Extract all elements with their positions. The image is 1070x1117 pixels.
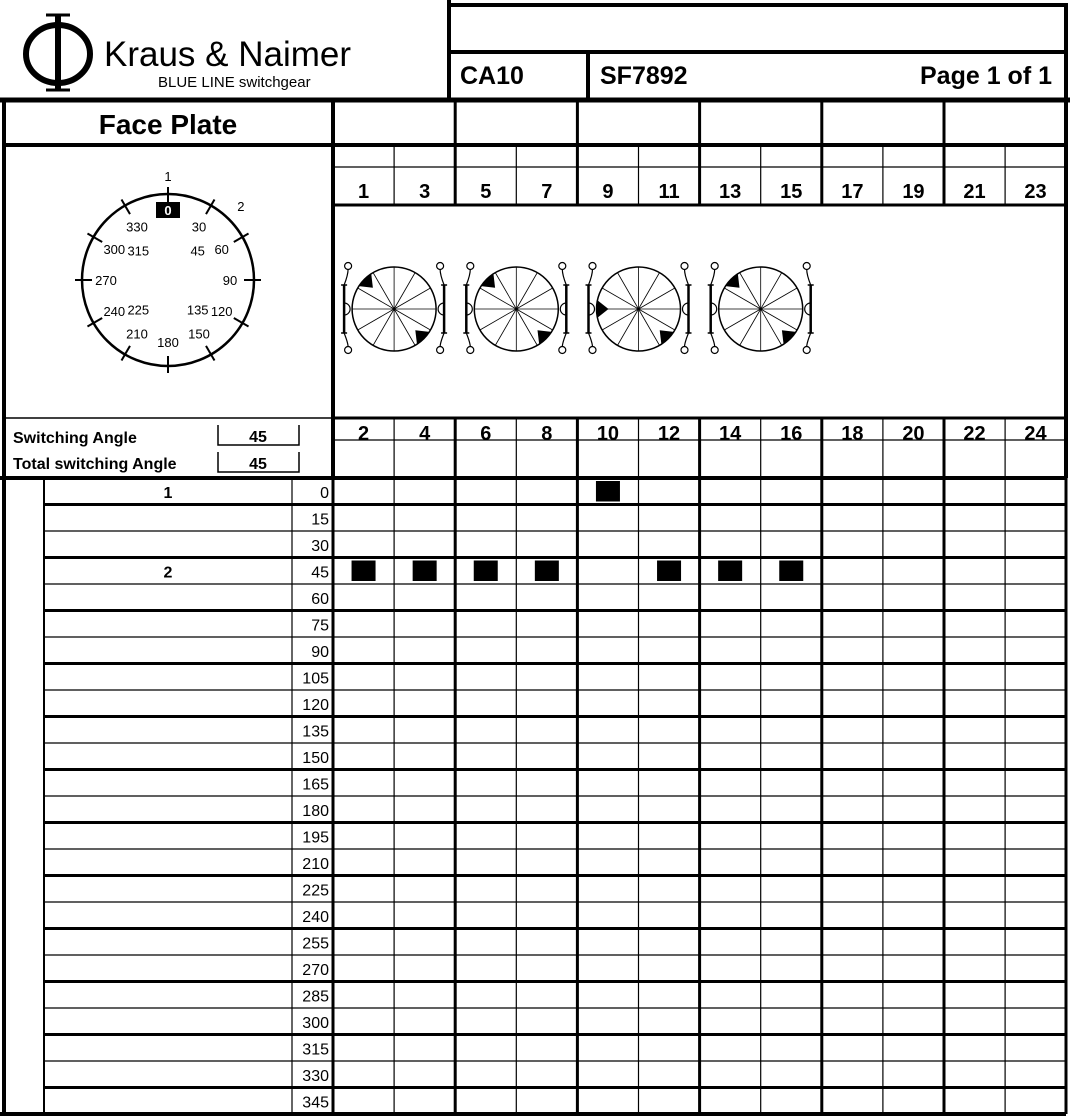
row-angle: 225: [302, 882, 329, 900]
row-angle: 315: [302, 1041, 329, 1059]
closed-contact-mark: [413, 561, 437, 582]
closed-contact-mark: [718, 561, 742, 582]
dial-label: 210: [126, 326, 148, 342]
terminal-point: [345, 263, 352, 270]
phi-logo-icon: [26, 15, 90, 90]
dial-label-inner: 225: [127, 302, 150, 318]
terminal-wire: [344, 269, 348, 285]
series-code: CA10: [460, 62, 524, 90]
terminal-label-bottom: 22: [963, 423, 986, 445]
terminal-point: [681, 347, 688, 354]
terminal-label-bottom: 14: [719, 423, 742, 445]
dial-label: 60: [214, 242, 229, 257]
closed-contact-mark: [779, 561, 803, 582]
terminal-point: [803, 347, 810, 354]
terminal-label-top: 19: [902, 181, 925, 203]
dial-label: 180: [157, 335, 179, 350]
terminal-wire: [807, 269, 811, 285]
terminal-label-bottom: 4: [419, 423, 431, 445]
cam-notch: [481, 274, 495, 288]
row-angle: 0: [320, 485, 329, 502]
terminal-label-top: 5: [480, 181, 492, 203]
table-row: [311, 644, 329, 661]
terminal-label-top: 3: [419, 181, 431, 203]
row-angle: 30: [311, 538, 329, 555]
row-angle: 120: [302, 697, 329, 714]
dial-label: 90: [222, 273, 238, 288]
cam-contact-icon: [708, 263, 814, 354]
closed-contact-mark: [596, 481, 620, 502]
cam-contact-icon: [463, 263, 569, 354]
faceplate-frame: [4, 100, 333, 478]
reference-number: SF7892: [600, 62, 688, 90]
table-row: [164, 485, 330, 502]
table-row: [302, 1015, 329, 1032]
switching-table: [0, 478, 1066, 1114]
faceplate-dial: [75, 169, 261, 373]
table-row: [302, 909, 329, 926]
terminal-label-top: 13: [719, 181, 742, 203]
terminal-label-top: 21: [963, 181, 986, 203]
terminal-label-bottom: 2: [357, 423, 370, 445]
terminal-label-top: 15: [780, 181, 803, 203]
terminal-point: [559, 263, 566, 270]
table-row: [311, 591, 329, 608]
dial-label-inner: 315: [127, 243, 150, 259]
terminal-label-bottom: 20: [902, 423, 925, 445]
terminal-wire: [589, 333, 593, 347]
terminal-label-top: 1: [357, 181, 370, 203]
row-angle: 330: [302, 1068, 329, 1085]
closed-contact-mark: [474, 561, 498, 582]
switching-table-rows: [164, 485, 330, 1112]
table-row: [302, 962, 329, 979]
terminal-wire: [562, 333, 566, 347]
table-row: [302, 777, 329, 794]
dial-label: 270: [95, 273, 117, 288]
terminal-label-top: 11: [658, 181, 680, 203]
row-position: 2: [163, 564, 173, 582]
row-angle: 15: [311, 511, 329, 529]
dial-label: 300: [103, 242, 126, 257]
cam-contacts: [341, 263, 814, 354]
terminal-wire: [711, 333, 715, 347]
dial-label-inner: 45: [190, 243, 205, 259]
cam-notch: [538, 330, 552, 344]
terminal-label-top: 17: [841, 181, 864, 203]
dial-label: 150: [188, 326, 210, 342]
row-angle: 45: [311, 564, 329, 582]
terminal-point: [711, 347, 718, 354]
table-row: [302, 1068, 329, 1085]
dial-label: 240: [103, 304, 126, 319]
position-marker-1: 1: [164, 169, 172, 184]
dial-label: 330: [126, 219, 148, 235]
row-angle: 285: [302, 988, 329, 1006]
terminal-wire: [440, 269, 444, 285]
switching-angle-value: 45: [249, 429, 267, 446]
switching-angle-label: Switching Angle: [13, 430, 137, 447]
table-row: [311, 538, 329, 555]
row-angle: 300: [302, 1015, 329, 1032]
table-row: [302, 671, 329, 688]
row-angle: 105: [302, 670, 329, 688]
closed-contact-mark: [657, 561, 681, 582]
row-angle: 255: [302, 935, 329, 953]
terminal-point: [437, 263, 444, 270]
brand-name: Kraus & Naimer: [104, 35, 352, 74]
table-row: [302, 856, 329, 873]
terminal-label-bottom: 10: [596, 423, 620, 445]
cam-notch: [415, 330, 429, 344]
terminal-wire: [562, 269, 566, 285]
table-row: [302, 830, 329, 847]
table-row: [302, 1042, 329, 1059]
table-row: [302, 989, 329, 1006]
row-angle: 210: [302, 856, 329, 873]
dial-label: 120: [210, 304, 233, 319]
row-position: 1: [163, 485, 173, 502]
table-row: [311, 618, 329, 635]
faceplate-title: Face Plate: [98, 109, 238, 140]
table-row: [302, 803, 329, 820]
terminal-wire: [440, 333, 444, 347]
terminal-wire: [685, 269, 689, 285]
table-row: [302, 936, 329, 953]
table-row: [164, 565, 330, 582]
table-row: [302, 1095, 329, 1112]
row-angle: 150: [302, 750, 329, 767]
terminal-label-bottom: 6: [480, 423, 492, 445]
position-marker-2: 2: [237, 199, 245, 215]
terminal-wire: [466, 269, 470, 285]
cam-notch: [660, 330, 674, 344]
cam-notch: [725, 274, 739, 288]
row-angle: 240: [302, 909, 329, 926]
terminal-point: [559, 347, 566, 354]
total-switching-angle-value: 45: [249, 456, 267, 473]
terminal-label-bottom: 24: [1024, 423, 1047, 445]
terminal-label-top: 23: [1024, 181, 1047, 203]
terminal-label-top: 7: [541, 181, 553, 203]
terminal-wire: [685, 333, 689, 347]
brand-tagline: BLUE LINE switchgear: [158, 74, 311, 91]
terminal-point: [589, 263, 596, 270]
closed-contact-mark: [352, 561, 376, 582]
row-angle: 180: [302, 803, 329, 820]
table-row: [302, 697, 329, 714]
row-angle: 270: [302, 962, 329, 979]
row-angle: 195: [302, 829, 329, 847]
row-angle: 90: [311, 644, 329, 661]
cam-notch: [782, 330, 796, 344]
total-switching-angle-label: Total switching Angle: [13, 456, 177, 473]
cam-notch: [359, 274, 373, 288]
terminal-wire: [589, 269, 593, 285]
terminal-label-bottom: 18: [841, 423, 864, 445]
terminal-point: [467, 347, 474, 354]
row-angle: 165: [302, 776, 329, 794]
terminal-point: [437, 347, 444, 354]
dial-label-active: 0: [164, 203, 172, 218]
terminal-wire: [807, 333, 811, 347]
terminal-point: [467, 263, 474, 270]
row-angle: 75: [311, 617, 329, 635]
terminal-point: [681, 263, 688, 270]
terminal-label-bottom: 12: [657, 423, 681, 445]
cam-contact-icon: [341, 263, 447, 354]
dial-label: 30: [191, 219, 207, 235]
terminal-wire: [711, 269, 715, 285]
terminal-label-bottom: 16: [780, 423, 803, 445]
closed-contact-mark: [535, 561, 559, 582]
dial-label-inner: 135: [186, 302, 209, 318]
terminal-wire: [344, 333, 348, 347]
row-angle: 135: [302, 723, 329, 741]
terminal-point: [589, 347, 596, 354]
terminal-point: [345, 347, 352, 354]
row-angle: 60: [311, 591, 329, 608]
page-number: Page 1 of 1: [920, 62, 1052, 90]
cam-contact-icon: [586, 263, 692, 354]
row-angle: 345: [302, 1094, 329, 1112]
table-row: [302, 724, 329, 741]
table-row: [302, 883, 329, 900]
terminal-label-top: 9: [602, 181, 614, 203]
terminal-point: [803, 263, 810, 270]
terminal-wire: [466, 333, 470, 347]
terminal-label-bottom: 8: [541, 423, 553, 445]
table-row: [311, 512, 329, 529]
terminal-point: [711, 263, 718, 270]
table-row: [302, 750, 329, 767]
